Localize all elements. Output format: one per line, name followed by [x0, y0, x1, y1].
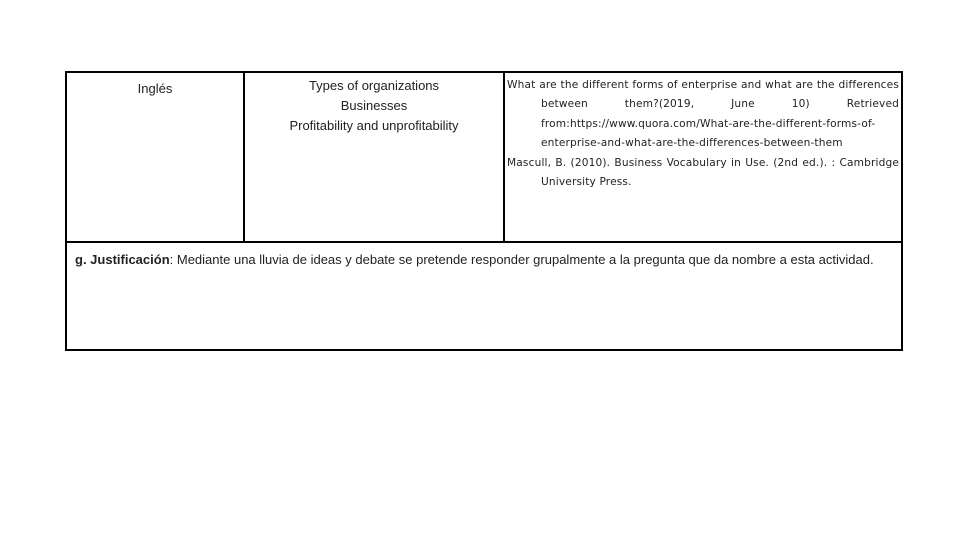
- justification-paragraph: [71, 251, 894, 269]
- subject-cell: [67, 73, 245, 241]
- activity-table: [65, 71, 903, 351]
- justification-row: [67, 243, 901, 349]
- references-cell: [505, 73, 901, 241]
- subject-text: Inglés: [137, 81, 173, 96]
- references-list: [507, 76, 899, 192]
- justification-separator: :: [169, 252, 174, 267]
- reference-item: Mascull, B. (2010). Business Vocabulary in Use. (2nd ed.). : Cambridge University Press.: [507, 156, 899, 189]
- table-row: [67, 73, 901, 243]
- topic-item: Profitability and unprofitability: [289, 118, 459, 133]
- justification-text: Mediante una lluvia de ideas y debate se pretende responder grupalmente a la pregunta que da nombre a esta actividad.: [173, 252, 874, 267]
- topic-item: Businesses: [340, 98, 408, 113]
- reference-item: What are the different forms of enterprise and what are the differences between them?(2019, June 10) Retrieved from:https://www.quora.com/What-are-the-different-forms-of-enterprise-and-what-are-the-differences-between-them: [507, 79, 899, 150]
- justification-label: g. Justificación: [75, 252, 170, 267]
- topic-item: Types of organizations: [308, 78, 440, 93]
- topics-list: [245, 76, 503, 136]
- topics-cell: [245, 73, 505, 241]
